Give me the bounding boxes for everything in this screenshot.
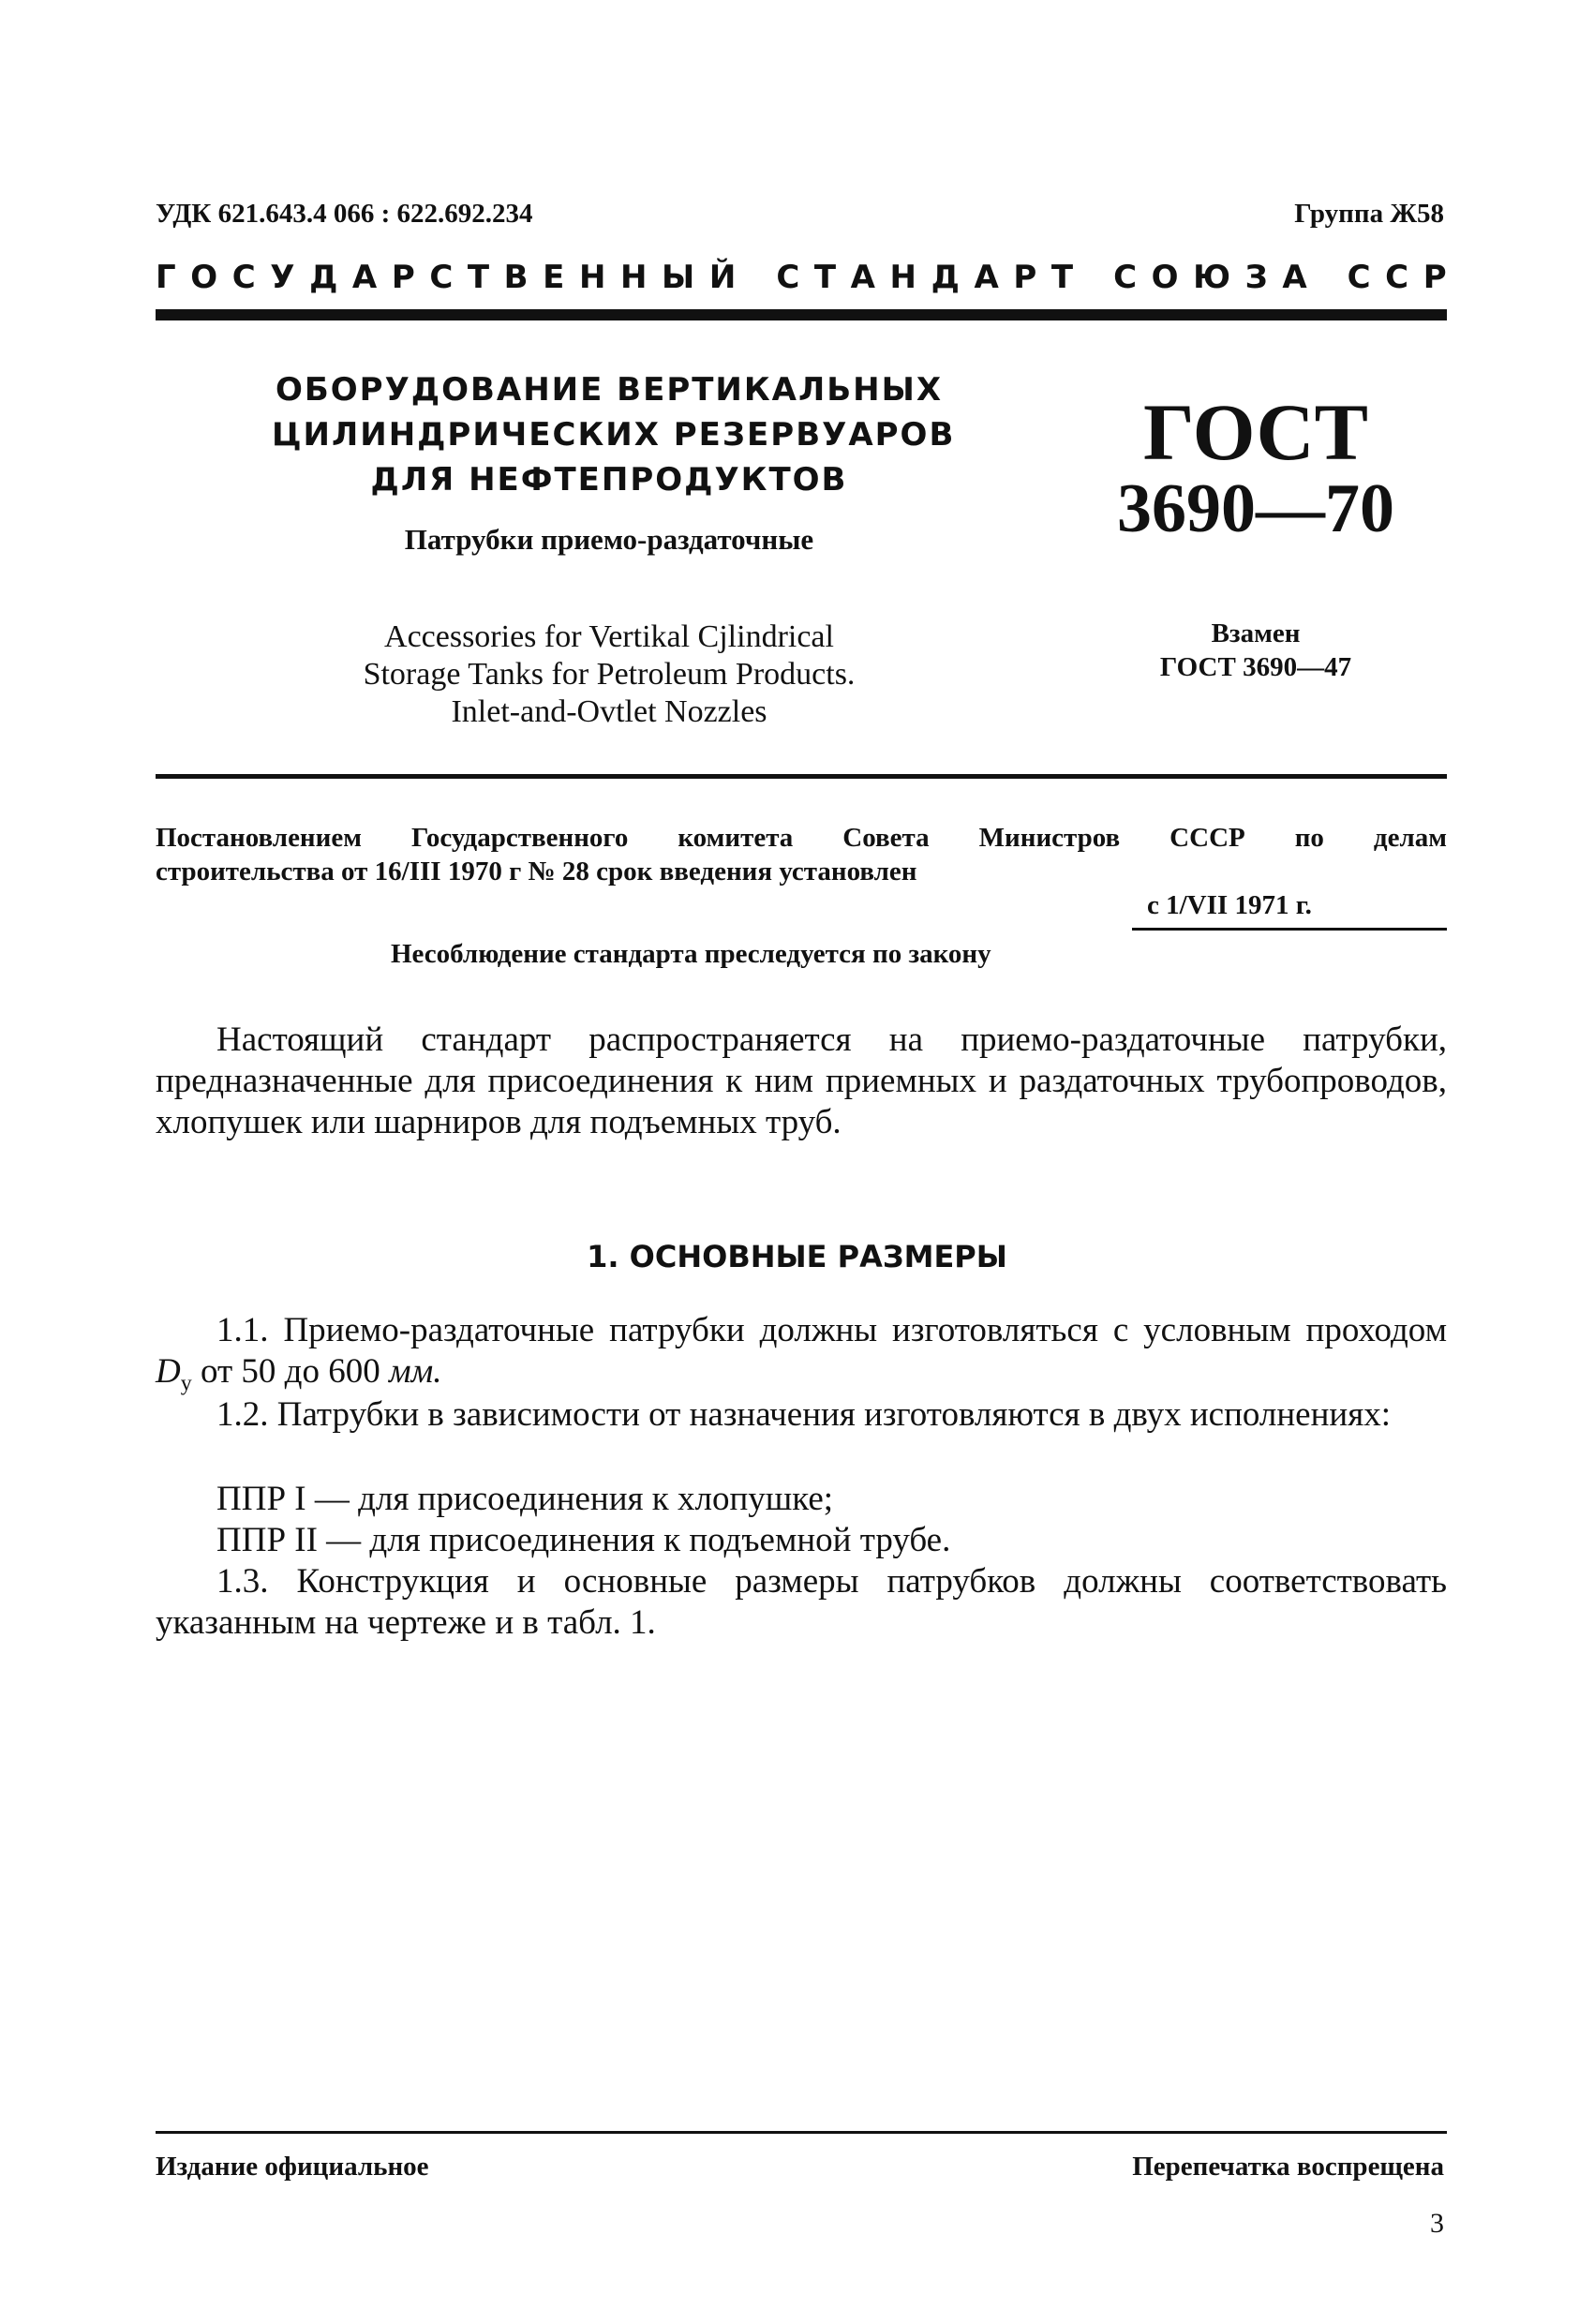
intro-paragraph: Настоящий стандарт распространяется на приемо-раздаточные патрубки, предназначенные для присоединения к ним приемных и раздаточных трубопроводов, хлопушек или шарниров для подъемных труб.: [156, 1020, 1447, 1141]
heading-letter: О: [190, 259, 218, 296]
clause-1-2: 1.2. Патрубки в зависимости от назначения изготовляются в двух исполнениях:: [216, 1395, 1391, 1434]
nominal-diameter-symbol: D: [156, 1352, 181, 1391]
title-line-3: ДЛЯ НЕФТЕПРОДУКТОВ: [370, 461, 848, 499]
english-title-line-1: Accessories for Vertikal Cjlindrical: [384, 619, 834, 654]
heading-letter: Р: [391, 259, 415, 296]
heading-letter: С: [776, 259, 800, 296]
clause-1-1-range: от 50 до 600: [191, 1352, 389, 1391]
heading-letter: А: [351, 259, 378, 296]
heading-letter: Е: [543, 259, 565, 296]
state-standard-heading: [156, 259, 1447, 296]
heading-letter: С: [1113, 259, 1138, 296]
heading-letter: Т: [813, 259, 837, 296]
heading-letter: А: [850, 259, 875, 296]
heading-letter: А: [1282, 259, 1307, 296]
decree-line-2: строительства от 16/III 1970 г № 28 срок введения установлен: [156, 857, 917, 886]
udk-code: УДК 621.643.4 066 : 622.692.234: [156, 199, 533, 229]
heading-letter: Ю: [1193, 259, 1230, 296]
clause-1-3: 1.3. Конструкция и основные размеры патрубков должны соответствовать указанным на чертеже и в табл. 1.: [156, 1562, 1447, 1642]
heading-letter: Г: [156, 259, 176, 296]
official-edition-note: Издание официальное: [156, 2152, 429, 2182]
heading-space: [1321, 259, 1333, 296]
header-thick-rule: [156, 309, 1447, 320]
replaces-value: ГОСТ 3690—47: [1159, 652, 1352, 682]
gost-number: 3690—70: [1117, 470, 1394, 547]
heading-letter: О: [1151, 259, 1179, 296]
heading-letter: Д: [309, 259, 338, 296]
clause-1-1-unit: мм.: [389, 1352, 442, 1391]
english-title-line-3: Inlet-and-Ovtlet Nozzles: [451, 694, 767, 729]
title-line-2: ЦИЛИНДРИЧЕСКИХ РЕЗЕРВУАРОВ: [272, 416, 956, 454]
nominal-diameter-subscript: у: [180, 1371, 192, 1396]
violation-notice: Несоблюдение стандарта преследуется по закону: [391, 939, 991, 969]
heading-letter: Й: [708, 259, 737, 296]
decree-line-1: Постановлением Государственного комитета Совета Министров СССР по делам: [156, 823, 1447, 853]
heading-letter: В: [503, 259, 529, 296]
gost-label: ГОСТ: [1143, 387, 1368, 477]
title-line-1: ОБОРУДОВАНИЕ ВЕРТИКАЛЬНЫХ: [275, 371, 944, 409]
heading-letter: Т: [1050, 259, 1074, 296]
effective-date: с 1/VII 1971 г.: [1147, 890, 1312, 920]
clause-1-1-text: 1.1. Приемо-раздаточные патрубки должны изготовляться с условным проходом: [216, 1311, 1447, 1349]
english-title: [272, 618, 946, 731]
heading-letter: С: [231, 259, 256, 296]
gost-designation: [1087, 387, 1424, 547]
heading-letter: С: [1347, 259, 1371, 296]
heading-letter: Д: [931, 259, 960, 296]
heading-letter: А: [974, 259, 999, 296]
page-number: 3: [1430, 2208, 1444, 2239]
decree-text: [156, 821, 1447, 888]
footer-rule: [156, 2131, 1447, 2134]
effective-date-underline: [1132, 928, 1447, 931]
replaces-label: Взамен: [1211, 618, 1301, 648]
english-title-line-2: Storage Tanks for Petroleum Products.: [363, 657, 856, 692]
heading-letter: З: [1244, 259, 1268, 296]
heading-letter: У: [270, 259, 295, 296]
heading-letter: Р: [1013, 259, 1037, 296]
heading-letter: С: [429, 259, 454, 296]
heading-letter: С: [1385, 259, 1409, 296]
section-heading: 1. ОСНОВНЫЕ РАЗМЕРЫ: [587, 1239, 1007, 1274]
heading-space: [751, 259, 762, 296]
reprint-prohibited-note: Перепечатка воспрещена: [1132, 2152, 1444, 2182]
heading-letter: Т: [467, 259, 490, 296]
heading-letter: Н: [620, 259, 648, 296]
group-code: Группа Ж58: [1294, 199, 1444, 229]
heading-letter: Н: [578, 259, 606, 296]
heading-space: [1088, 259, 1099, 296]
heading-letter: Н: [889, 259, 917, 296]
variant-ppr-1: ППР I — для присоединения к хлопушке;: [216, 1480, 834, 1518]
standard-title-block: [272, 367, 956, 557]
section-divider-rule: [156, 774, 1447, 779]
heading-letter: Ы: [662, 259, 695, 296]
heading-letter: Р: [1423, 259, 1447, 296]
replaces-block: [1101, 617, 1410, 684]
clause-1-1: [156, 1310, 1447, 1404]
title-subtitle: Патрубки приемо-раздаточные: [404, 523, 814, 556]
variant-ppr-2: ППР II — для присоединения к подъемной трубе.: [216, 1521, 951, 1559]
